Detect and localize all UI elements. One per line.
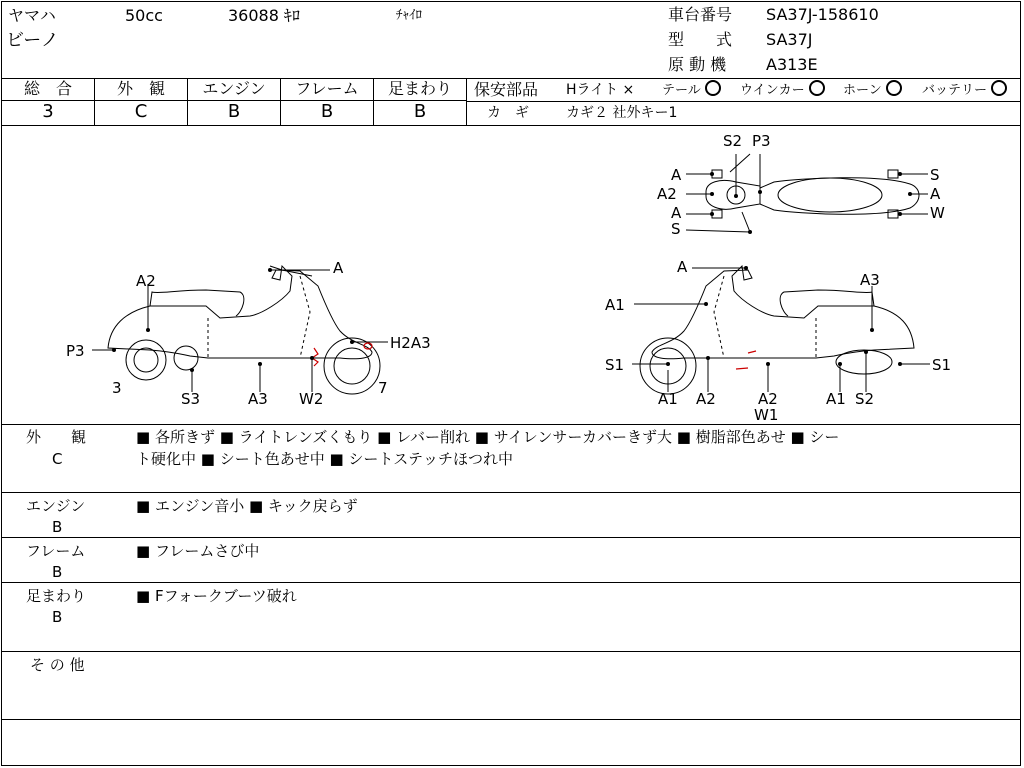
grade-engine: B: [227, 101, 241, 122]
remark-text: ■ フレームさび中: [136, 542, 260, 560]
divider: [467, 101, 1021, 102]
diagram-label: A: [677, 258, 688, 276]
damage-diagram: [0, 126, 1024, 426]
grade-overall: 3: [42, 101, 54, 122]
diagram-label: A2: [696, 390, 716, 408]
remark-grade: C: [52, 450, 63, 468]
ok-circle-icon: [886, 80, 902, 96]
diagram-label: A: [671, 166, 682, 184]
engine-label: 原 動 機: [668, 55, 727, 74]
diagram-label: A3: [248, 390, 268, 408]
ok-circle-icon: [809, 80, 825, 96]
remark-category: フレーム: [26, 542, 86, 560]
frame-no: SA37J-158610: [766, 5, 879, 24]
type-label: 型 式: [668, 30, 733, 49]
diagram-label: 3: [112, 379, 122, 397]
battery-status: バッテリー: [922, 80, 1007, 101]
diagram-label: A1: [826, 390, 846, 408]
divider: [1, 582, 1021, 583]
grade-suspension: B: [413, 101, 427, 122]
diagram-label: A2: [136, 272, 156, 290]
diagram-label: A: [930, 185, 941, 203]
grade-header-exterior: 外 観: [116, 79, 165, 98]
divider: [1, 424, 1021, 425]
grade-exterior: C: [134, 101, 148, 122]
diagram-label: A1: [658, 390, 678, 408]
diagram-label: S3: [181, 390, 201, 408]
diagram-label: S2: [855, 390, 875, 408]
diagram-label: P3: [752, 132, 771, 150]
diagram-label: A: [333, 259, 344, 277]
diagram-label: A1: [605, 296, 625, 314]
remark-text: ■ エンジン音小 ■ キック戻らず: [136, 497, 358, 515]
diagram-label: W: [930, 204, 945, 222]
diagram-label: W2: [299, 390, 324, 408]
horn-status: ホーン: [843, 80, 902, 101]
ok-circle-icon: [705, 80, 721, 96]
grade-frame: B: [320, 101, 334, 122]
model-name: ビーノ: [6, 30, 59, 51]
diagram-label: S1: [932, 356, 952, 374]
diagram-label: S: [671, 220, 681, 238]
headlight-status: Hライト ×: [566, 82, 635, 98]
grade-header-engine: エンジン: [202, 79, 266, 98]
diagram-label: A3: [860, 271, 880, 289]
mileage: 36088 ｷﾛ: [228, 6, 300, 25]
diagram-label: S: [930, 166, 940, 184]
remark-category: そ の 他: [30, 656, 85, 674]
diagram-label: 7: [378, 379, 388, 397]
divider: [1, 651, 1021, 652]
winker-status: ウインカー: [740, 80, 825, 101]
ok-circle-icon: [991, 80, 1007, 96]
key-label: カ ギ: [487, 105, 529, 121]
grade-header-frame: フレーム: [295, 79, 359, 98]
remark-grade: B: [52, 518, 63, 536]
scooter-top-view: [706, 154, 919, 232]
remark-text: ト硬化中 ■ シート色あせ中 ■ シートステッチほつれ中: [136, 450, 513, 468]
remark-category: 外 観: [26, 428, 87, 446]
divider: [466, 78, 467, 125]
grade-header-suspension: 足まわり: [387, 79, 452, 98]
diagram-label: A: [671, 204, 682, 222]
maker: ヤマハ: [8, 6, 56, 25]
diagram-label: S1: [605, 356, 625, 374]
remark-category: エンジン: [26, 497, 86, 515]
engine-value: A313E: [766, 55, 818, 74]
diagram-label: A2: [657, 185, 677, 203]
diagram-label: A2: [758, 390, 778, 408]
safety-label: 保安部品: [474, 80, 539, 99]
diagram-label: P3: [66, 342, 85, 360]
divider: [1, 537, 1021, 538]
key-value: カギ２ 社外キー1: [566, 105, 678, 121]
type-value: SA37J: [766, 30, 813, 49]
divider: [1, 719, 1021, 720]
diagram-label: W1: [754, 406, 779, 424]
displacement: 50cc: [125, 6, 163, 25]
body-color: ﾁｬｲﾛ: [396, 8, 422, 23]
remark-text: ■ 各所きず ■ ライトレンズくもり ■ レバー削れ ■ サイレンサーカバーきず大 ■ 樹脂部色あせ ■ シー: [136, 428, 840, 446]
remark-category: 足まわり: [26, 587, 87, 605]
remark-text: ■ Fフォークブーツ破れ: [136, 587, 297, 605]
grade-header-overall: 総 合: [23, 79, 72, 98]
frame-no-label: 車台番号: [668, 5, 733, 24]
remark-grade: B: [52, 608, 63, 626]
divider: [1, 492, 1021, 493]
diagram-label: H2A3: [390, 334, 431, 352]
diagram-label: S2: [723, 132, 743, 150]
remark-grade: B: [52, 563, 63, 581]
tail-status: テール: [662, 80, 721, 101]
